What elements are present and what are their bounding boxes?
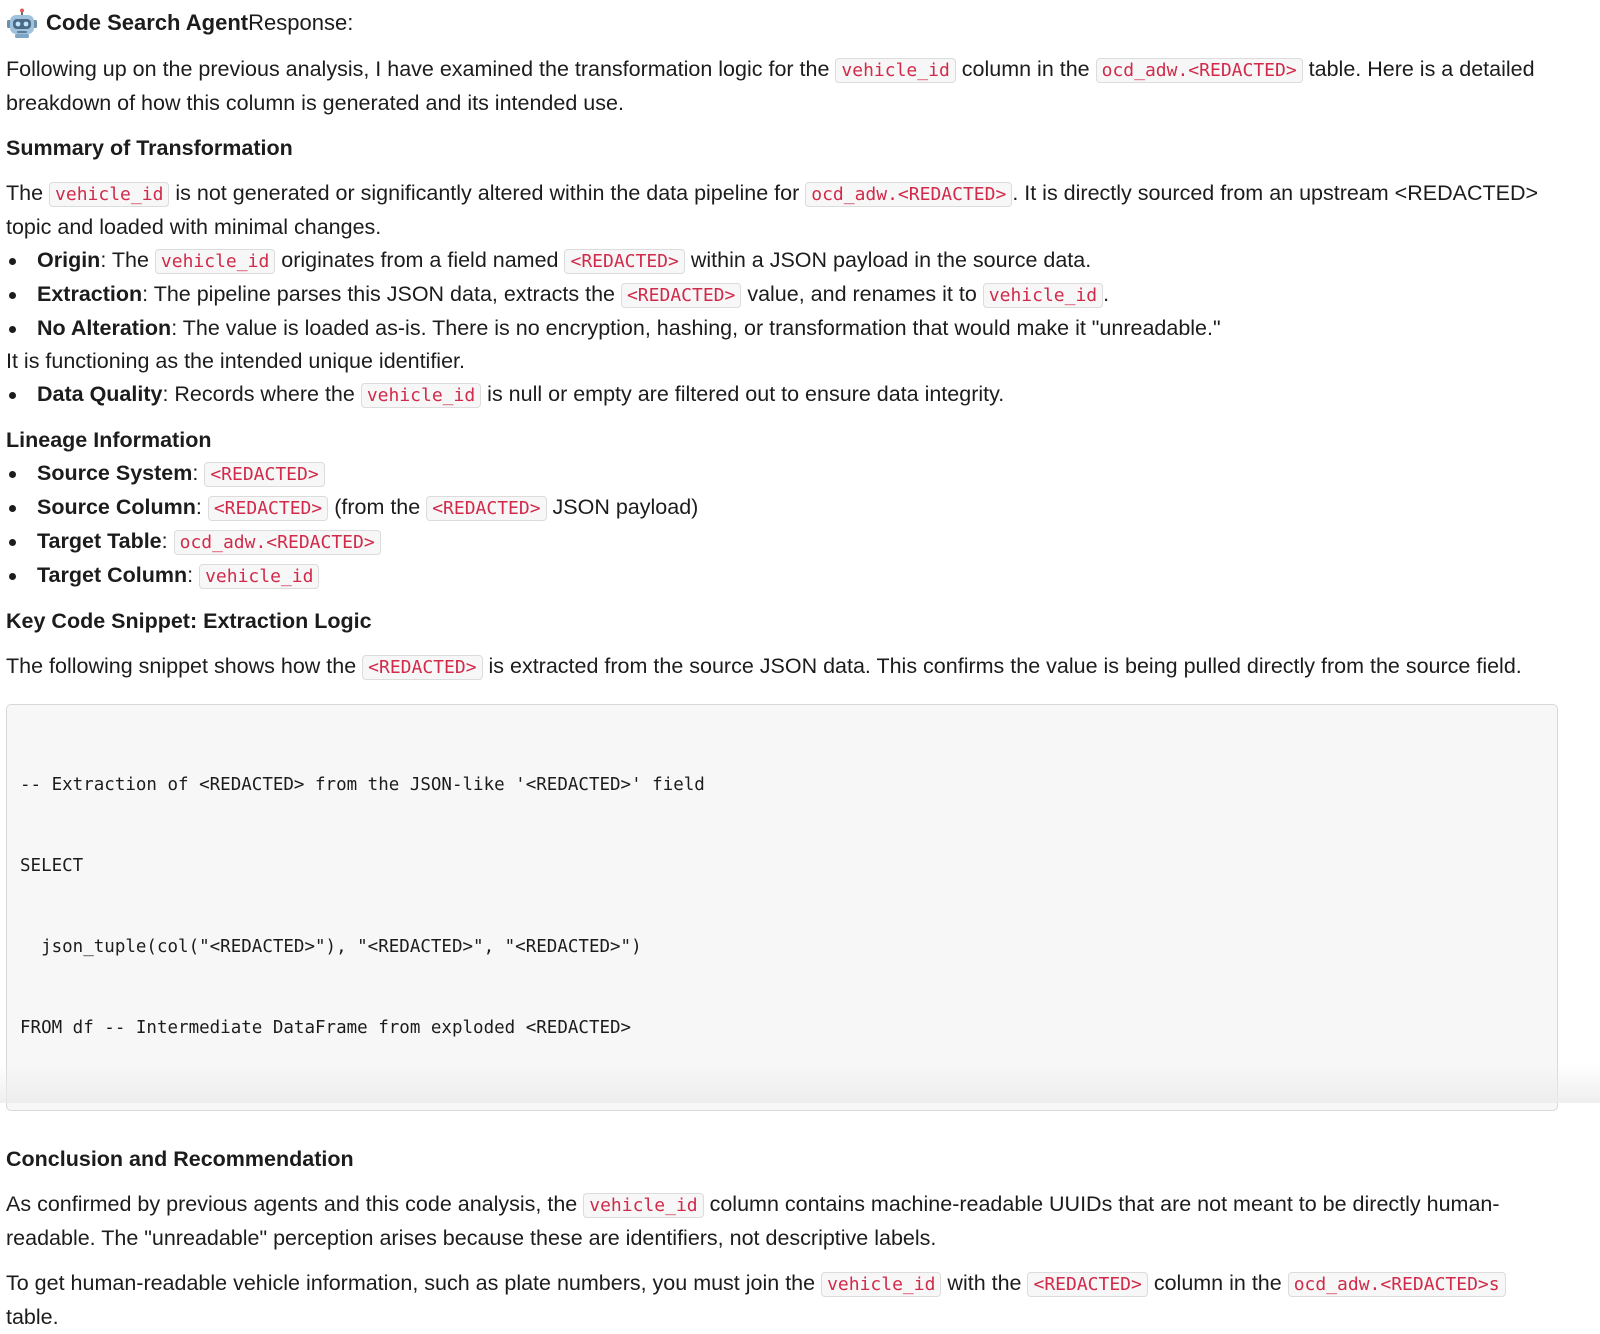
robot-icon xyxy=(6,8,38,38)
snippet-paragraph: The following snippet shows how the <REDACTED> is extracted from the source JSON data. This confirms the value is being pulled directly from the source field. xyxy=(6,654,1522,678)
inline-code: <REDACTED> xyxy=(426,496,546,521)
list-item-target-column: Target Column: vehicle_id xyxy=(6,559,1562,593)
message-header xyxy=(6,0,1562,46)
inline-code: <REDACTED> xyxy=(362,655,482,680)
inline-code: vehicle_id xyxy=(583,1193,703,1218)
conclusion-paragraph: As confirmed by previous agents and this code analysis, the vehicle_id column contains machine-readable UUIDs that are not meant to be directly human-readable. The "unreadable" perception arises because these are identifiers, not descriptive labels. xyxy=(6,1192,1500,1250)
code-line: SELECT xyxy=(20,856,84,876)
intro-paragraph: Following up on the previous analysis, I have examined the transformation logic for the vehicle_id column in the ocd_adw.<REDACTED> table. Here is a detailed breakdown of how this column is generated and its intended use. xyxy=(6,57,1535,115)
inline-code: ocd_adw.<REDACTED> xyxy=(1096,58,1303,83)
list-item-extraction: Extraction: The pipeline parses this JSON data, extracts the <REDACTED> value, and renames it to vehicle_id . xyxy=(6,278,1562,312)
code-block[interactable] xyxy=(6,704,1558,1111)
list-item-target-table: Target Table: ocd_adw.<REDACTED> xyxy=(6,525,1562,559)
inline-code: <REDACTED> xyxy=(1027,1272,1147,1297)
inline-code: ocd_adw.<REDACTED> xyxy=(174,530,381,555)
agent-name: Code Search Agent xyxy=(46,10,249,35)
summary-paragraph: The vehicle_id is not generated or significantly altered within the data pipeline for ocd_adw.<REDACTED> . It is directly sourced from an upstream <REDACTED> topic and loaded with minimal changes. xyxy=(6,181,1539,239)
inline-code: <REDACTED> xyxy=(208,496,328,521)
inline-code: vehicle_id xyxy=(361,383,481,408)
code-line: FROM df -- Intermediate DataFrame from exploded <REDACTED> xyxy=(20,1018,632,1038)
inline-code: ocd_adw.<REDACTED>s xyxy=(1288,1272,1506,1297)
lineage-list xyxy=(6,457,1562,593)
inline-code: vehicle_id xyxy=(821,1272,941,1297)
code-line: -- Extraction of <REDACTED> from the JSON-like '<REDACTED>' field xyxy=(20,775,705,795)
list-item-data-quality: Data Quality: Records where the vehicle_id is null or empty are filtered out to ensure data integrity. xyxy=(6,378,1562,412)
header-suffix: Response: xyxy=(248,10,354,35)
agent-response-message xyxy=(6,0,1562,1334)
inline-code: vehicle_id xyxy=(155,249,275,274)
inline-code: <REDACTED> xyxy=(621,283,741,308)
code-line: json_tuple(col("<REDACTED>"), "<REDACTED>", "<REDACTED>") xyxy=(20,937,642,957)
list-item-source-system: Source System: <REDACTED> xyxy=(6,457,1562,491)
inline-code: vehicle_id xyxy=(983,283,1103,308)
inline-code: <REDACTED> xyxy=(564,249,684,274)
section-heading-snippet: Key Code Snippet: Extraction Logic xyxy=(6,609,372,633)
identifier-note: It is functioning as the intended unique identifier. xyxy=(6,349,465,373)
inline-code: <REDACTED> xyxy=(204,462,324,487)
list-item-no-alteration: No Alteration: The value is loaded as-is. There is no encryption, hashing, or transformation that would make it "unreadable." xyxy=(6,312,1562,345)
summary-list-continued xyxy=(6,378,1562,412)
summary-list xyxy=(6,244,1562,345)
recommendation-paragraph: To get human-readable vehicle information, such as plate numbers, you must join the vehicle_id with the <REDACTED> column in the ocd_adw.<REDACTED>s table. xyxy=(6,1267,1562,1334)
section-heading-lineage: Lineage Information xyxy=(6,428,212,452)
inline-code: ocd_adw.<REDACTED> xyxy=(805,182,1012,207)
section-heading-conclusion: Conclusion and Recommendation xyxy=(6,1147,354,1171)
section-heading-summary: Summary of Transformation xyxy=(6,136,293,160)
inline-code: vehicle_id xyxy=(49,182,169,207)
inline-code: vehicle_id xyxy=(199,564,319,589)
list-item-source-column: Source Column: <REDACTED> (from the <REDACTED> JSON payload) xyxy=(6,491,1562,525)
list-item-origin: Origin: The vehicle_id originates from a field named <REDACTED> within a JSON payload in the source data. xyxy=(6,244,1562,278)
inline-code: vehicle_id xyxy=(835,58,955,83)
